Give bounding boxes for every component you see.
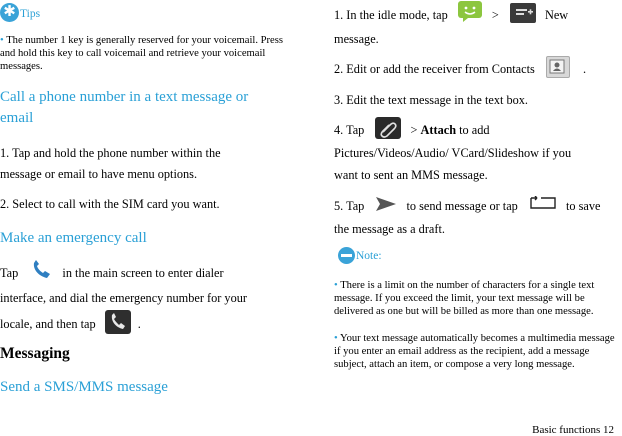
dialer-call-icon: [105, 310, 131, 334]
note-1-text: There is a limit on the number of characters for a single text message. If you exceed the limit, your text message will be delivered as one but will be billed as more than one message.: [334, 280, 595, 317]
emergency-tap-text: Tap: [0, 266, 19, 280]
right-step-2-period: .: [582, 62, 587, 76]
right-step-4-gt: >: [410, 123, 421, 137]
page-footer: Basic functions 12: [532, 424, 614, 436]
emergency-line1: [0, 262, 300, 285]
step-1-paragraph: [0, 143, 221, 185]
note-label: Note:: [356, 249, 382, 262]
right-step-2-text: 2. Edit or add the receiver from Contacts: [334, 62, 535, 76]
right-step-1-text: 1. In the idle mode, tap: [334, 8, 448, 22]
note-2-bullet: •: [334, 333, 338, 344]
right-step-5-end: to save: [565, 199, 601, 213]
right-step-4-text: 4. Tap: [334, 123, 365, 137]
tip-paragraph: [0, 34, 296, 73]
right-step-4-line2: Pictures/Videos/Audio/ VCard/Slideshow if you: [334, 146, 572, 161]
emergency-line3: [0, 313, 300, 337]
right-step-4: [334, 119, 618, 186]
messaging-icon: [457, 0, 483, 22]
right-step-1-line1: [334, 4, 618, 27]
save-draft-icon: [529, 196, 557, 210]
note-1-bullet: •: [334, 280, 338, 291]
send-icon: [375, 196, 397, 212]
right-step-5-line1: [334, 195, 618, 218]
right-step-5-mid: to send message or tap: [406, 199, 518, 213]
phone-icon: [29, 259, 55, 281]
emergency-line2: interface, and dial the emergency number for your: [0, 291, 247, 306]
heading-emergency: Make an emergency call: [0, 230, 147, 246]
step-2-paragraph: 2. Select to call with the SIM card you want.: [0, 197, 220, 211]
right-step-4-line3: want to sent an MMS message.: [334, 168, 488, 183]
tips-icon: [0, 3, 19, 22]
right-step-1-line2: message.: [334, 32, 379, 47]
right-step-1: [334, 4, 618, 51]
note-icon: [338, 247, 355, 264]
right-step-5: [334, 195, 618, 241]
new-message-icon: [510, 3, 536, 23]
note-2: [334, 332, 618, 371]
note-header: [338, 247, 382, 264]
note-1: [334, 279, 618, 318]
tips-header: [0, 2, 40, 22]
right-step-1-new: New: [544, 8, 569, 22]
heading-call-number-line2: email: [0, 110, 34, 126]
right-step-5-text: 5. Tap: [334, 199, 365, 213]
attach-label: Attach: [420, 123, 457, 137]
step-1-line1: 1. Tap and hold the phone number within the: [0, 146, 221, 160]
right-step-2: [334, 59, 618, 81]
step-1-line2: message or email to have menu options.: [0, 167, 198, 181]
heading-messaging: Messaging: [0, 345, 70, 362]
tip-text: The number 1 key is generally reserved for your voicemail. Press and hold this key to call voicemail and retrieve your voicemail messages.: [0, 35, 284, 72]
tip-bullet: •: [0, 35, 4, 46]
heading-call-number: [0, 87, 248, 129]
emergency-line1-rest: in the main screen to enter dialer: [62, 266, 224, 280]
right-step-1-gt: >: [491, 8, 499, 22]
attach-icon: [375, 117, 401, 139]
note-2-text: Your text message automatically becomes a multimedia message if you enter an email address as the recipient, add a message subject, attach an item, or compose a very long message.: [334, 333, 615, 370]
tips-label: Tips: [20, 8, 41, 20]
right-step-5-line2: the message as a draft.: [334, 222, 445, 236]
right-step-3: 3. Edit the text message in the text box.: [334, 93, 528, 107]
emergency-paragraph: [0, 262, 300, 337]
right-step-4-line1: [334, 119, 618, 142]
heading-send-message: Send a SMS/MMS message: [0, 379, 168, 395]
emergency-line3-text: locale, and then tap: [0, 317, 96, 332]
right-step-4-rest: to add: [456, 123, 490, 137]
heading-call-number-line1: Call a phone number in a text message or: [0, 89, 249, 105]
emergency-line3-period: .: [137, 317, 141, 332]
contacts-icon: [546, 56, 570, 78]
